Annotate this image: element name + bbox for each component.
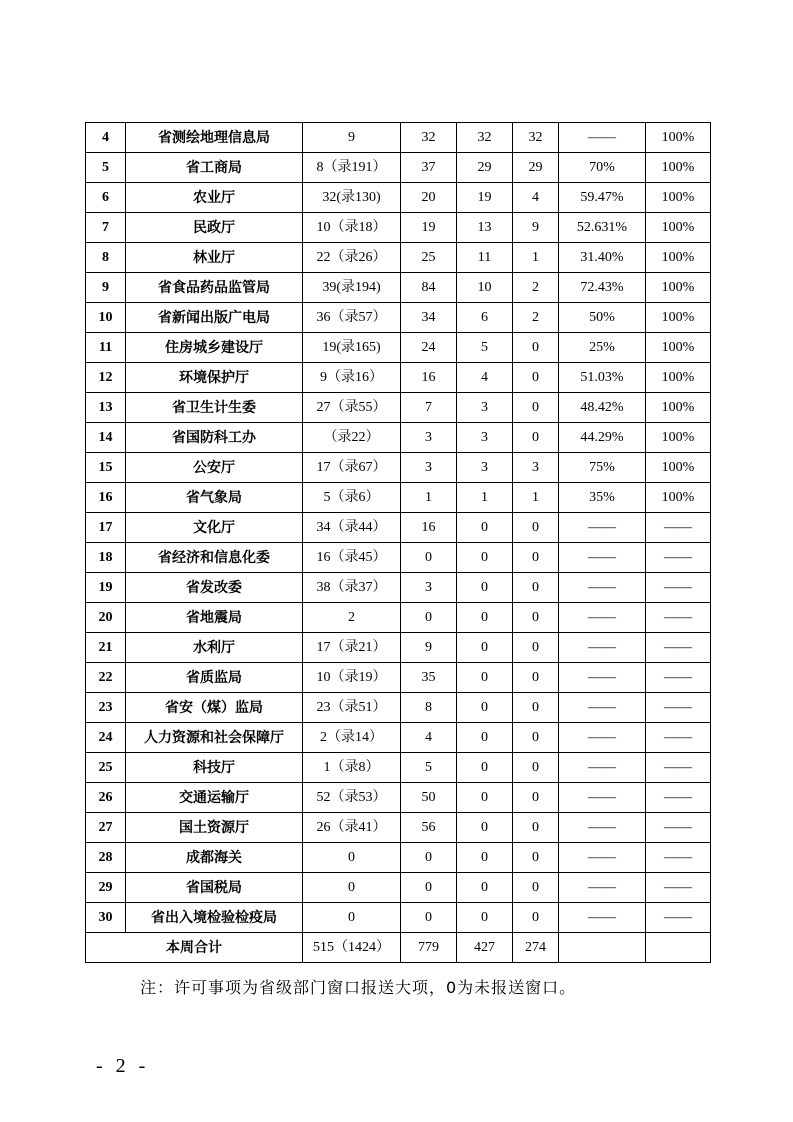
row-number: 10 — [86, 303, 126, 333]
row-number: 25 — [86, 753, 126, 783]
cell-c3: 84 — [401, 273, 457, 303]
cell-c6: 48.42% — [559, 393, 646, 423]
total-row — [86, 933, 711, 963]
cell-c7: 100% — [646, 183, 711, 213]
permit-items: 0 — [303, 843, 401, 873]
row-number: 24 — [86, 723, 126, 753]
row-number: 8 — [86, 243, 126, 273]
table-row — [86, 363, 711, 393]
table-row — [86, 783, 711, 813]
cell-c3: 50 — [401, 783, 457, 813]
cell-c6: —— — [559, 903, 646, 933]
permit-items: 32(录130) — [303, 183, 401, 213]
cell-c7: —— — [646, 723, 711, 753]
table-row — [86, 693, 711, 723]
cell-c4: 0 — [457, 573, 513, 603]
cell-c7: —— — [646, 843, 711, 873]
department-name: 文化厅 — [126, 513, 303, 543]
row-number: 28 — [86, 843, 126, 873]
table-row — [86, 873, 711, 903]
cell-c3: 56 — [401, 813, 457, 843]
cell-c7: —— — [646, 903, 711, 933]
permit-items: 36（录57） — [303, 303, 401, 333]
cell-c7: 100% — [646, 303, 711, 333]
table-row — [86, 393, 711, 423]
permit-items: 19(录165) — [303, 333, 401, 363]
cell-c5: 0 — [513, 843, 559, 873]
permit-items: 10（录19） — [303, 663, 401, 693]
cell-c5: 0 — [513, 363, 559, 393]
cell-c3: 35 — [401, 663, 457, 693]
cell-c6: 25% — [559, 333, 646, 363]
cell-c3: 19 — [401, 213, 457, 243]
cell-c4: 0 — [457, 633, 513, 663]
cell-c6: 44.29% — [559, 423, 646, 453]
cell-c5: 2 — [513, 303, 559, 333]
table-row — [86, 663, 711, 693]
row-number: 9 — [86, 273, 126, 303]
cell-c5: 0 — [513, 753, 559, 783]
row-number: 20 — [86, 603, 126, 633]
department-name: 省工商局 — [126, 153, 303, 183]
row-number: 6 — [86, 183, 126, 213]
department-name: 人力资源和社会保障厅 — [126, 723, 303, 753]
cell-c3: 24 — [401, 333, 457, 363]
cell-c4: 0 — [457, 843, 513, 873]
row-number: 11 — [86, 333, 126, 363]
cell-c3: 0 — [401, 843, 457, 873]
cell-c7: —— — [646, 783, 711, 813]
cell-c6: —— — [559, 633, 646, 663]
cell-c5: 2 — [513, 273, 559, 303]
cell-c6: —— — [559, 813, 646, 843]
cell-c6: 51.03% — [559, 363, 646, 393]
cell-c5: 0 — [513, 633, 559, 663]
cell-c7: 100% — [646, 333, 711, 363]
cell-c4: 0 — [457, 543, 513, 573]
permit-items: 9 — [303, 123, 401, 153]
permit-items: 22（录26） — [303, 243, 401, 273]
permit-items: 52（录53） — [303, 783, 401, 813]
cell-c5: 0 — [513, 513, 559, 543]
table-row — [86, 213, 711, 243]
cell-c4: 0 — [457, 783, 513, 813]
total-c5: 274 — [513, 933, 559, 963]
row-number: 27 — [86, 813, 126, 843]
row-number: 7 — [86, 213, 126, 243]
table-row — [86, 813, 711, 843]
table-row — [86, 333, 711, 363]
cell-c6: 72.43% — [559, 273, 646, 303]
cell-c3: 0 — [401, 903, 457, 933]
cell-c4: 3 — [457, 423, 513, 453]
table-row — [86, 753, 711, 783]
department-name: 成都海关 — [126, 843, 303, 873]
cell-c7: —— — [646, 873, 711, 903]
cell-c7: —— — [646, 513, 711, 543]
row-number: 14 — [86, 423, 126, 453]
row-number: 29 — [86, 873, 126, 903]
cell-c4: 11 — [457, 243, 513, 273]
cell-c3: 0 — [401, 873, 457, 903]
department-name: 省食品药品监管局 — [126, 273, 303, 303]
department-name: 公安厅 — [126, 453, 303, 483]
cell-c3: 7 — [401, 393, 457, 423]
department-name: 省国防科工办 — [126, 423, 303, 453]
cell-c4: 0 — [457, 873, 513, 903]
permit-items: 26（录41） — [303, 813, 401, 843]
cell-c7: —— — [646, 603, 711, 633]
total-c3: 779 — [401, 933, 457, 963]
cell-c5: 32 — [513, 123, 559, 153]
cell-c7: 100% — [646, 423, 711, 453]
permit-items: 2 — [303, 603, 401, 633]
cell-c3: 20 — [401, 183, 457, 213]
cell-c5: 0 — [513, 543, 559, 573]
cell-c5: 0 — [513, 333, 559, 363]
cell-c4: 0 — [457, 723, 513, 753]
cell-c6: —— — [559, 873, 646, 903]
row-number: 13 — [86, 393, 126, 423]
permit-items: 10（录18） — [303, 213, 401, 243]
cell-c4: 10 — [457, 273, 513, 303]
cell-c5: 0 — [513, 603, 559, 633]
department-name: 省地震局 — [126, 603, 303, 633]
cell-c3: 25 — [401, 243, 457, 273]
cell-c6: 31.40% — [559, 243, 646, 273]
cell-c5: 1 — [513, 243, 559, 273]
department-name: 省安（煤）监局 — [126, 693, 303, 723]
cell-c4: 0 — [457, 663, 513, 693]
cell-c4: 13 — [457, 213, 513, 243]
cell-c3: 4 — [401, 723, 457, 753]
cell-c6: —— — [559, 513, 646, 543]
cell-c7: 100% — [646, 363, 711, 393]
footnote: 注：许可事项为省级部门窗口报送大项，0为未报送窗口。 — [140, 978, 577, 997]
cell-c3: 1 — [401, 483, 457, 513]
cell-c3: 0 — [401, 543, 457, 573]
table-row — [86, 483, 711, 513]
permit-items: 1（录8） — [303, 753, 401, 783]
cell-c7: —— — [646, 543, 711, 573]
row-number: 12 — [86, 363, 126, 393]
cell-c5: 0 — [513, 813, 559, 843]
cell-c6: 35% — [559, 483, 646, 513]
table-row — [86, 513, 711, 543]
table-row — [86, 603, 711, 633]
cell-c6: —— — [559, 843, 646, 873]
table-row — [86, 453, 711, 483]
cell-c6: —— — [559, 723, 646, 753]
cell-c4: 19 — [457, 183, 513, 213]
cell-c7: —— — [646, 633, 711, 663]
cell-c7: 100% — [646, 273, 711, 303]
department-name: 省测绘地理信息局 — [126, 123, 303, 153]
cell-c4: 0 — [457, 813, 513, 843]
cell-c6: —— — [559, 573, 646, 603]
department-name: 省经济和信息化委 — [126, 543, 303, 573]
permit-items: 8（录191） — [303, 153, 401, 183]
cell-c6: 50% — [559, 303, 646, 333]
permit-items: 27（录55） — [303, 393, 401, 423]
table-row — [86, 843, 711, 873]
department-name: 省发改委 — [126, 573, 303, 603]
permit-items: 23（录51） — [303, 693, 401, 723]
table-row — [86, 633, 711, 663]
row-number: 5 — [86, 153, 126, 183]
cell-c7: 100% — [646, 483, 711, 513]
cell-c6: —— — [559, 543, 646, 573]
row-number: 17 — [86, 513, 126, 543]
table-row — [86, 423, 711, 453]
cell-c5: 3 — [513, 453, 559, 483]
cell-c5: 0 — [513, 783, 559, 813]
cell-c5: 29 — [513, 153, 559, 183]
cell-c5: 0 — [513, 663, 559, 693]
cell-c4: 0 — [457, 753, 513, 783]
row-number: 23 — [86, 693, 126, 723]
department-name: 国土资源厅 — [126, 813, 303, 843]
cell-c6: 52.631% — [559, 213, 646, 243]
cell-c5: 1 — [513, 483, 559, 513]
cell-c6: —— — [559, 693, 646, 723]
cell-c4: 1 — [457, 483, 513, 513]
page-number: - 2 - — [96, 1055, 150, 1077]
cell-c6: 70% — [559, 153, 646, 183]
cell-c3: 5 — [401, 753, 457, 783]
cell-c7: 100% — [646, 213, 711, 243]
cell-c3: 34 — [401, 303, 457, 333]
cell-c6: 75% — [559, 453, 646, 483]
cell-c4: 0 — [457, 513, 513, 543]
cell-c4: 6 — [457, 303, 513, 333]
cell-c3: 3 — [401, 453, 457, 483]
department-name: 省卫生计生委 — [126, 393, 303, 423]
permit-items: 0 — [303, 873, 401, 903]
department-name: 科技厅 — [126, 753, 303, 783]
cell-c3: 3 — [401, 423, 457, 453]
table-row — [86, 543, 711, 573]
cell-c4: 3 — [457, 453, 513, 483]
cell-c4: 3 — [457, 393, 513, 423]
table-row — [86, 153, 711, 183]
table-row — [86, 903, 711, 933]
row-number: 19 — [86, 573, 126, 603]
row-number: 26 — [86, 783, 126, 813]
total-c6 — [559, 933, 646, 963]
cell-c7: —— — [646, 573, 711, 603]
department-name: 省国税局 — [126, 873, 303, 903]
permit-items: 17（录21） — [303, 633, 401, 663]
cell-c3: 3 — [401, 573, 457, 603]
cell-c4: 5 — [457, 333, 513, 363]
cell-c4: 32 — [457, 123, 513, 153]
cell-c5: 0 — [513, 903, 559, 933]
department-name: 省气象局 — [126, 483, 303, 513]
cell-c5: 0 — [513, 393, 559, 423]
table-row — [86, 243, 711, 273]
cell-c3: 16 — [401, 513, 457, 543]
statistics-table — [85, 122, 711, 963]
cell-c7: —— — [646, 663, 711, 693]
department-name: 交通运输厅 — [126, 783, 303, 813]
row-number: 15 — [86, 453, 126, 483]
cell-c7: 100% — [646, 393, 711, 423]
permit-items: 2（录14） — [303, 723, 401, 753]
cell-c3: 32 — [401, 123, 457, 153]
department-name: 环境保护厅 — [126, 363, 303, 393]
total-label: 本周合计 — [86, 933, 303, 963]
row-number: 21 — [86, 633, 126, 663]
row-number: 18 — [86, 543, 126, 573]
cell-c6: 59.47% — [559, 183, 646, 213]
permit-items: 16（录45） — [303, 543, 401, 573]
cell-c6: —— — [559, 603, 646, 633]
cell-c3: 8 — [401, 693, 457, 723]
cell-c6: —— — [559, 663, 646, 693]
permit-items: 39(录194) — [303, 273, 401, 303]
cell-c6: —— — [559, 783, 646, 813]
cell-c3: 0 — [401, 603, 457, 633]
cell-c7: 100% — [646, 243, 711, 273]
cell-c7: —— — [646, 753, 711, 783]
cell-c7: —— — [646, 693, 711, 723]
cell-c7: 100% — [646, 453, 711, 483]
cell-c7: 100% — [646, 153, 711, 183]
cell-c5: 0 — [513, 573, 559, 603]
cell-c5: 0 — [513, 873, 559, 903]
table-row — [86, 123, 711, 153]
row-number: 4 — [86, 123, 126, 153]
department-name: 民政厅 — [126, 213, 303, 243]
department-name: 水利厅 — [126, 633, 303, 663]
department-name: 省新闻出版广电局 — [126, 303, 303, 333]
table-row — [86, 303, 711, 333]
table-row — [86, 723, 711, 753]
cell-c3: 37 — [401, 153, 457, 183]
cell-c7: 100% — [646, 123, 711, 153]
cell-c5: 0 — [513, 423, 559, 453]
table-body — [86, 123, 711, 933]
cell-c4: 0 — [457, 903, 513, 933]
total-c4: 427 — [457, 933, 513, 963]
cell-c5: 0 — [513, 693, 559, 723]
total-c7 — [646, 933, 711, 963]
permit-items: 0 — [303, 903, 401, 933]
department-name: 农业厅 — [126, 183, 303, 213]
department-name: 林业厅 — [126, 243, 303, 273]
cell-c4: 0 — [457, 693, 513, 723]
permit-items: 34（录44） — [303, 513, 401, 543]
table-row — [86, 183, 711, 213]
permit-items: 17（录67） — [303, 453, 401, 483]
cell-c5: 9 — [513, 213, 559, 243]
department-name: 住房城乡建设厅 — [126, 333, 303, 363]
cell-c5: 4 — [513, 183, 559, 213]
cell-c3: 16 — [401, 363, 457, 393]
department-name: 省质监局 — [126, 663, 303, 693]
cell-c4: 4 — [457, 363, 513, 393]
cell-c3: 9 — [401, 633, 457, 663]
table-row — [86, 573, 711, 603]
total-permits: 515（1424） — [303, 933, 401, 963]
cell-c5: 0 — [513, 723, 559, 753]
cell-c7: —— — [646, 813, 711, 843]
cell-c6: —— — [559, 753, 646, 783]
permit-items: 38（录37） — [303, 573, 401, 603]
row-number: 16 — [86, 483, 126, 513]
cell-c4: 29 — [457, 153, 513, 183]
table-row — [86, 273, 711, 303]
permit-items: 9（录16） — [303, 363, 401, 393]
department-name: 省出入境检验检疫局 — [126, 903, 303, 933]
cell-c4: 0 — [457, 603, 513, 633]
permit-items: 5（录6） — [303, 483, 401, 513]
cell-c6: —— — [559, 123, 646, 153]
row-number: 22 — [86, 663, 126, 693]
row-number: 30 — [86, 903, 126, 933]
permit-items: （录22） — [303, 423, 401, 453]
